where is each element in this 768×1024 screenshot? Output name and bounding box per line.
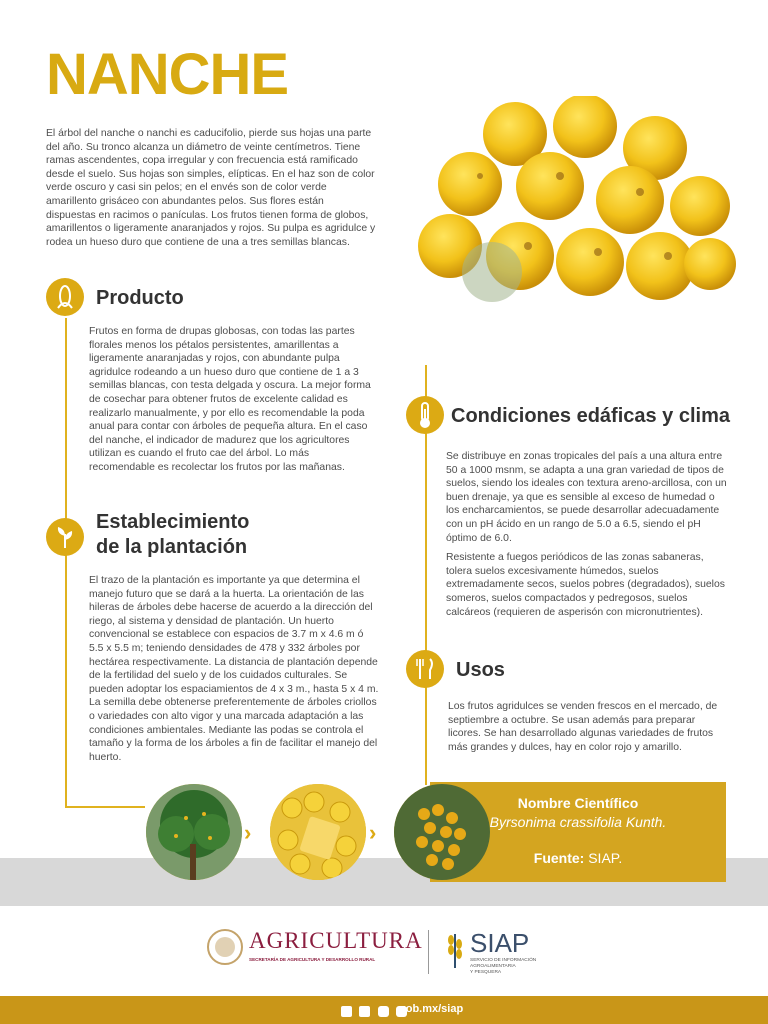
fruit-branch-photo — [394, 784, 490, 880]
cutlery-icon — [414, 657, 436, 681]
thermometer-icon — [417, 401, 433, 429]
page-title: NANCHE — [46, 42, 289, 107]
facebook-icon[interactable] — [341, 1006, 352, 1017]
source-value: SIAP. — [588, 850, 623, 866]
website-link[interactable]: gob.mx/siap — [399, 1003, 464, 1015]
arrow-icon: › — [244, 820, 252, 845]
section-text-establecimiento: El trazo de la plantación es importante ya que determina el manejo futuro que se dará a la huerta. La orientación de las hileras de árboles debe hacerse de acuerdo a la dirección del riego, al sistema y densidad de plantación. Un huerto convencional se establece con espacios de 3.7 m x 4.6 m ó 5.5 x 5.5 m; teniendo densidades de 478 y 332 árboles por hectárea respectivamente. La distancia de plantación depende de la fertilidad del suelo y de los cuidados culturales. Se pueden adoptar los espaciamientos de 4 x 3 m., hasta 5 x 4 m. La semilla debe obtenerse preferentemente de árboles criollos o variedades con alto vigor y una marcada adaptación a las condiciones ambientales. Mediante las podas se controla el tamaño y la forma de los árboles a fin de facilitar el manejo del huerto. — [89, 575, 379, 763]
scientific-name: Byrsonima crassifolia Kunth. — [489, 814, 667, 830]
section-title-usos: Usos — [456, 659, 505, 681]
corn-icon — [54, 284, 76, 310]
uses-icon-badge — [406, 650, 444, 688]
section-title-producto: Producto — [96, 287, 184, 309]
wheat-icon — [444, 928, 466, 970]
climate-icon-badge — [406, 396, 444, 434]
sprout-icon — [54, 524, 76, 550]
source-label: Fuente: — [533, 850, 585, 866]
section-text-condiciones — [446, 450, 728, 625]
timeline-left — [65, 318, 67, 808]
footer-bar — [0, 996, 768, 1024]
siap-subtitle — [470, 958, 536, 976]
agricultura-subtitle: SECRETARÍA DE AGRICULTURA Y DESARROLLO RURAL — [249, 957, 376, 962]
condiciones-paragraph-2: Resistente a fuegos periódicos de las zonas sabaneras, tolera suelos excesivamente húmedos, suelos extremadamente secos, suelos pobres (degradados), suelos someros, suelos compactados y pedregosos, suelos calcáreos (requieren de asperisón con micronutrientes). — [446, 552, 725, 618]
instagram-icon[interactable] — [378, 1006, 389, 1017]
agricultura-wordmark: AGRICULTURA — [249, 928, 423, 953]
nanche-fruits-image — [410, 96, 740, 318]
intro-paragraph: El árbol del nanche o nanchi es caducifolio, pierde sus hojas una parte del año. Su tronco alcanza un diámetro de veinte centímetros. Tiene ramas ascendentes, copa irregular y con frecuencia está ramificado desde el suelo. Sus hojas son simples, elípticas. En el haz son de color verde oscuro y casi sin pelos; en el envés son de color verde amarillento grisáceo con abundantes pelos. Sus flores están dispuestas en racimos o panículas. Los frutos tienen forma de globos, amarillentos o ligeramente anaranjados y rojos. Su pulpa es agridulce y rodea un hueso duro que contiene de una a tres semillas blancas. — [46, 128, 376, 248]
timeline-connector — [65, 806, 145, 808]
section-text-usos: Los frutos agridulces se venden frescos en el mercado, de septiembre a octubre. Se usan además para preparar licores. Se han desarrollado algunas variedades de frutos más grandes y dulces, hay en color rojo y amarillo. — [448, 701, 718, 753]
banner-label: Nombre Científico — [517, 795, 639, 811]
product-icon-badge — [46, 278, 84, 316]
section-text-producto: Frutos en forma de drupas globosas, con todas las partes florales menos los pétalos persistentes, amarillentas a ligeramente anaranjadas y rojos, con abundante pulpa agridulce rodeando a un hueso duro que contiene de 1 a 3 semillas blancas, con testa delgada y oscura. La mejor forma de cosechar para obtener frutos de excelente calidad es realizarlo manualmente, y por ello es recomendable la poda anual para contar con árboles de pequeña altura. En el caso del nanche, el indicador de madurez que los agricultores utilizan es cuando el fruto cae del árbol. Lo más recomendable es recolectar los frutos por las mañanas. — [89, 326, 371, 473]
tree-photo — [146, 784, 242, 880]
twitter-icon[interactable] — [359, 1006, 370, 1017]
plant-icon-badge — [46, 518, 84, 556]
condiciones-paragraph-1: Se distribuye en zonas tropicales del país a una altura entre 50 a 1000 msnm, se adapta a una gran variedad de tipos de suelos, siendo los ideales con textura areno-arcillosa, con un buen drenaje, ya que es sensible al exceso de humedad o los encharcamientos, se puede desarrollar adecuadamente con un pH ácido en un rango de 5.0 a 6.5, siendo el pH óptimo de 6.0. — [446, 451, 727, 544]
logo-divider — [428, 930, 429, 974]
fruits-product-photo — [270, 784, 366, 880]
section-title-establecimiento-line2: de la plantación — [96, 536, 248, 558]
mexico-seal-icon — [207, 924, 243, 970]
section-title-condiciones: Condiciones edáficas y clima — [451, 405, 730, 427]
siap-subtitle-line2: AGROALIMENTARIA — [470, 964, 516, 969]
section-title-establecimiento-line1: Establecimiento — [96, 511, 250, 533]
section-title-establecimiento — [96, 510, 249, 560]
siap-subtitle-line1: SERVICIO DE INFORMACIÓN — [470, 958, 537, 963]
siap-wordmark: SIAP — [470, 928, 530, 958]
siap-subtitle-line3: Y PESQUERA — [470, 970, 502, 975]
arrow-icon: › — [369, 820, 377, 845]
